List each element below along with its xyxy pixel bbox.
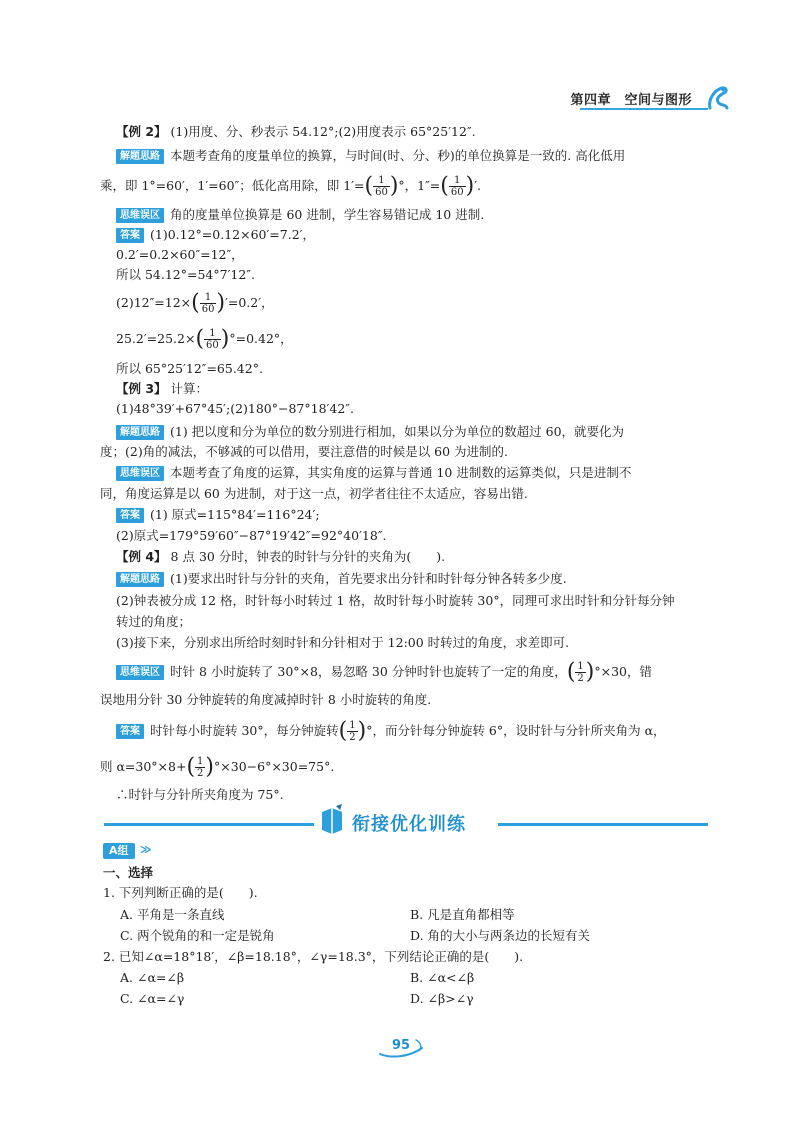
fraction-denominator: 2 xyxy=(197,768,204,779)
example-4-answer-a1: 时针每小时旋转 30°，每分钟旋转 xyxy=(150,723,339,738)
paren-right: ) xyxy=(205,754,215,780)
example-4-idea-line-4: (3)接下来，分别求出所给时刻时针和分针相对于 12:00 时转过的角度，求差即可. xyxy=(116,635,570,650)
example-2-answer-3: 所以 54.12°=54°7′12″. xyxy=(116,267,255,282)
fraction-denominator: 2 xyxy=(349,732,356,743)
idea-tag: 解题思路 xyxy=(116,425,164,440)
fraction-numerator: 1 xyxy=(449,175,466,187)
example-4-mistake-line-2: 误地用分针 30 分钟旋转的角度减掉时针 8 小时旋转的角度. xyxy=(100,692,432,707)
mistake-tag: 思维误区 xyxy=(116,208,164,223)
paren-right: ) xyxy=(389,173,399,199)
idea-tag: 解题思路 xyxy=(116,572,164,587)
example-2-idea-line-1 xyxy=(116,147,625,165)
example-4-mistake-text-a2: °×30，错 xyxy=(594,664,653,679)
fraction xyxy=(204,328,221,351)
example-4-answer-b2: °×30−6°×30=75°. xyxy=(214,759,335,774)
example-4-answer-a2: °，而分针每分钟旋转 6°，设时针与分针所夹角为 α， xyxy=(366,723,666,738)
example-3-q-line: (1)48°39′+67°45′;(2)180°−87°18′42″. xyxy=(116,401,354,416)
example-3-answer-2: (2)原式=179°59′60″−87°19′42″=92°40′18″. xyxy=(116,528,387,543)
fraction xyxy=(575,661,585,684)
q1-option-b: B. 凡是直角都相等 xyxy=(410,907,515,922)
example-3-answer-1: (1) 原式=115°84′=116°24′; xyxy=(150,507,320,522)
header-underline xyxy=(580,108,708,110)
example-4-answer-b1: 则 α=30°×8+ xyxy=(100,759,187,774)
example-4-answer-line-1 xyxy=(116,720,666,743)
example-2-line xyxy=(116,123,476,141)
example-2-mistake-text: 角的度量单位换算是 60 进制，学生容易错记成 10 进制. xyxy=(170,207,485,222)
example-4-mistake-text-a1: 时针 8 小时旋转了 30°×8，易忽略 30 分钟时针也旋转了一定的角度， xyxy=(170,664,567,679)
example-2-idea-text-b1: 乘，即 1°=60′，1′=60″；低化高用除，即 1′= xyxy=(100,178,365,193)
fraction xyxy=(373,175,390,198)
example-2-idea-text-b3: ′. xyxy=(474,178,481,193)
paren-left: ( xyxy=(338,718,348,744)
example-2-idea-text-b2: °，1″= xyxy=(398,178,441,193)
example-2-answer-4b: ′=0.2′， xyxy=(225,295,274,310)
banner-line-right xyxy=(498,823,708,826)
example-2-answer-6: 所以 65°25′12″=65.42°. xyxy=(116,361,263,376)
example-4-question: 8 点 30 分时，钟表的时针与分针的夹角为( ). xyxy=(170,549,446,564)
group-arrow-icon: ≫ xyxy=(140,843,152,856)
example-2-answer-4a: (2)12″=12× xyxy=(116,295,192,310)
section-title: 衔接优化训练 xyxy=(352,814,466,835)
example-2-idea-text-a: 本题考查角的度量单位的换算，与时间(时、分、秒)的单位换算是一致的. 高化低用 xyxy=(170,148,626,163)
example-3-mistake-line-1 xyxy=(116,464,631,482)
example-2-answer-line-1 xyxy=(116,226,315,244)
example-4-answer-line-2 xyxy=(100,756,334,779)
example-4-idea-text-a: (1)要求出时针与分针的夹角，首先要求出分针和时针每分钟各转多少度. xyxy=(170,571,567,586)
example-2-answer-1: (1)0.12°=0.12×60′=7.2′， xyxy=(150,227,316,242)
example-3-title: 【例 3】 xyxy=(116,381,167,396)
paren-left: ( xyxy=(186,754,196,780)
fraction-numerator: 1 xyxy=(204,328,221,340)
example-3-answer-line-1 xyxy=(116,506,320,524)
question-1: 1. 下列判断正确的是( ). xyxy=(103,885,258,900)
paren-right: ) xyxy=(585,659,595,685)
fraction-denominator: 60 xyxy=(375,187,388,198)
example-2-answer-2: 0.2′=0.2×60″=12″， xyxy=(116,247,244,262)
example-2-answer-line-4 xyxy=(116,292,274,315)
paren-right: ) xyxy=(220,326,230,352)
example-4-line xyxy=(116,548,445,566)
fraction xyxy=(195,756,205,779)
example-3-mistake-text-a: 本题考查了角度的运算，其实角度的运算与普通 10 进制数的运算类似，只是进制不 xyxy=(170,465,632,480)
example-3-question: 计算： xyxy=(170,381,209,396)
part-title: 一、选择 xyxy=(103,865,154,880)
chapter-header: 第四章 空间与图形 xyxy=(570,93,692,108)
example-2-answer-line-5 xyxy=(116,328,293,351)
paren-left: ( xyxy=(191,290,200,316)
example-2-idea-line-2 xyxy=(100,175,481,198)
wave-decoration-icon xyxy=(706,84,730,112)
q2-option-a: A. ∠α=∠β xyxy=(120,970,185,985)
idea-tag: 解题思路 xyxy=(116,149,164,164)
example-4-conclusion: ∴时针与分针所夹角度为 75°. xyxy=(116,787,284,802)
fraction-denominator: 60 xyxy=(450,187,464,198)
page-number: 95 xyxy=(392,1038,411,1053)
example-2-answer-5b: °=0.42°， xyxy=(229,331,293,346)
example-4-idea-line-3: 转过的角度； xyxy=(116,614,192,629)
example-3-idea-text-a: (1) 把以度和分为单位的数分别进行相加，如果以分为单位的数超过 60，就要化为 xyxy=(170,424,625,439)
q2-option-b: B. ∠α<∠β xyxy=(410,970,475,985)
example-3-line xyxy=(116,380,208,398)
fraction-denominator: 60 xyxy=(201,304,215,315)
example-3-idea-line-1 xyxy=(116,423,624,441)
fraction xyxy=(347,720,357,743)
q2-option-c: C. ∠α=∠γ xyxy=(120,991,185,1006)
example-2-title: 【例 2】 xyxy=(116,124,167,139)
example-4-idea-line-1 xyxy=(116,570,567,588)
fraction-numerator: 1 xyxy=(200,292,217,304)
example-3-idea-line-2: 度；(2)角的减法，不够减的可以借用，要注意借的时候是以 60 为进制的. xyxy=(100,444,509,459)
mistake-tag: 思维误区 xyxy=(116,466,164,481)
group-badge: A组 xyxy=(103,843,135,859)
paren-left: ( xyxy=(440,173,449,199)
paren-left: ( xyxy=(364,173,374,199)
q1-option-c: C. 两个锐角的和一定是锐角 xyxy=(120,928,275,943)
q2-option-d: D. ∠β>∠γ xyxy=(410,991,474,1006)
paren-right: ) xyxy=(357,718,367,744)
paren-left: ( xyxy=(195,326,205,352)
fraction-numerator: 1 xyxy=(373,175,390,187)
fraction xyxy=(449,175,466,198)
paren-right: ) xyxy=(465,173,475,199)
example-2-mistake-line xyxy=(116,206,484,224)
fraction-numerator: 1 xyxy=(197,756,204,767)
banner-line-left xyxy=(104,823,314,826)
example-2-answer-5a: 25.2′=25.2× xyxy=(116,331,196,346)
q1-option-d: D. 角的大小与两条边的长短有关 xyxy=(410,928,591,943)
answer-tag: 答案 xyxy=(116,508,144,523)
example-4-mistake-line-1 xyxy=(116,661,652,684)
answer-tag: 答案 xyxy=(116,228,144,243)
book-pen-icon xyxy=(318,804,346,836)
mistake-tag: 思维误区 xyxy=(116,665,164,680)
fraction-denominator: 2 xyxy=(577,673,584,684)
answer-tag: 答案 xyxy=(116,724,144,739)
example-2-question: (1)用度、分、秒表示 54.12°;(2)用度表示 65°25′12″. xyxy=(170,124,476,139)
example-4-title: 【例 4】 xyxy=(116,549,167,564)
fraction-denominator: 60 xyxy=(206,340,219,351)
fraction-numerator: 1 xyxy=(349,720,356,731)
q1-option-a: A. 平角是一条直线 xyxy=(120,907,225,922)
paren-left: ( xyxy=(566,659,576,685)
fraction-numerator: 1 xyxy=(577,661,584,672)
example-3-mistake-line-2: 同，角度运算是以 60 为进制，对于这一点，初学者往往不太适应，容易出错. xyxy=(100,486,528,501)
paren-right: ) xyxy=(216,290,226,316)
question-2: 2. 已知∠α=18°18′，∠β=18.18°，∠γ=18.3°，下列结论正确的是( ). xyxy=(103,949,524,964)
example-4-idea-line-2: (2)钟表被分成 12 格，时针每小时转过 1 格，故时针每小时旋转 30°，同理可求出时针和分针每分钟 xyxy=(116,593,675,608)
fraction xyxy=(200,292,217,315)
